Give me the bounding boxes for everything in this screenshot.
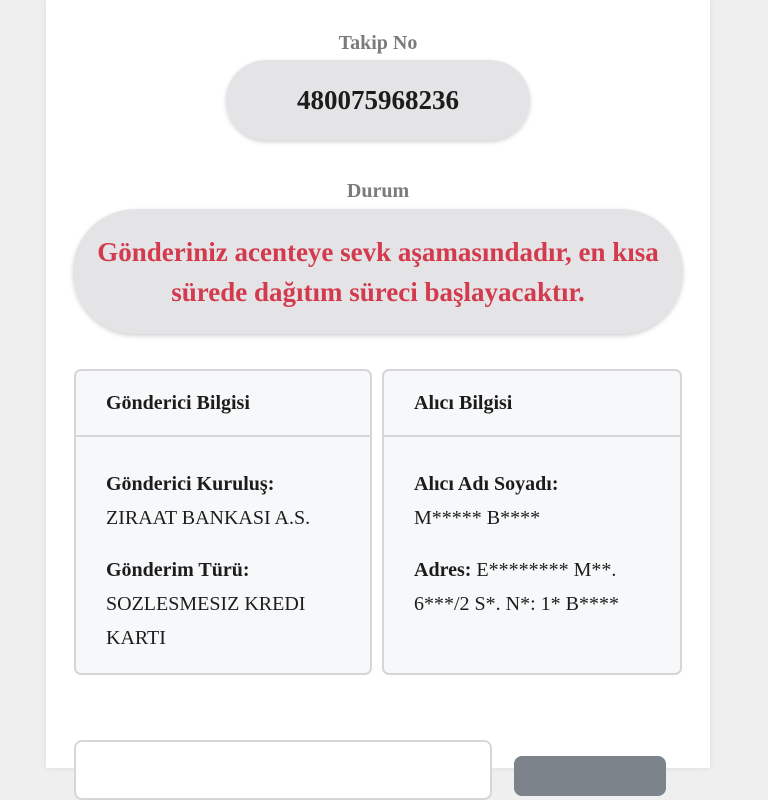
- sender-info-box: [74, 369, 372, 675]
- shipment-type-field: [106, 553, 350, 655]
- sender-info-title: Gönderici Bilgisi: [76, 371, 370, 437]
- shipment-type-value: SOZLESMESIZ KREDI KARTI: [106, 593, 306, 649]
- bottom-action-button[interactable]: [514, 756, 666, 796]
- receiver-info-body: [384, 437, 680, 621]
- receiver-address-value: E******** M**. 6***/2 S*. N*: 1* B****: [414, 559, 620, 615]
- shipment-type-label: Gönderim Türü:: [106, 559, 250, 581]
- sender-info-body: [76, 437, 370, 655]
- sender-institution-field: [106, 467, 350, 535]
- sender-institution-label: Gönderici Kuruluş:: [106, 473, 275, 495]
- tracking-number: 480075968236: [226, 60, 530, 140]
- receiver-address-field: [414, 553, 660, 621]
- sender-institution-value: ZIRAAT BANKASI A.S.: [106, 507, 311, 529]
- receiver-info-box: [382, 369, 682, 675]
- status-label: Durum: [346, 180, 410, 202]
- tracking-card: [46, 0, 710, 768]
- receiver-info-title: Alıcı Bilgisi: [384, 371, 680, 437]
- receiver-name-label: Alıcı Adı Soyadı:: [414, 473, 559, 495]
- status-message: Gönderiniz acenteye sevk aşamasındadır, en kısa sürede dağıtım süreci başlayacaktır.: [73, 209, 683, 334]
- receiver-name-value: M***** B****: [414, 507, 541, 529]
- bottom-input-field[interactable]: [74, 740, 492, 800]
- tracking-label: Takip No: [338, 32, 418, 54]
- receiver-address-label: Adres:: [414, 559, 472, 581]
- receiver-name-field: [414, 467, 660, 535]
